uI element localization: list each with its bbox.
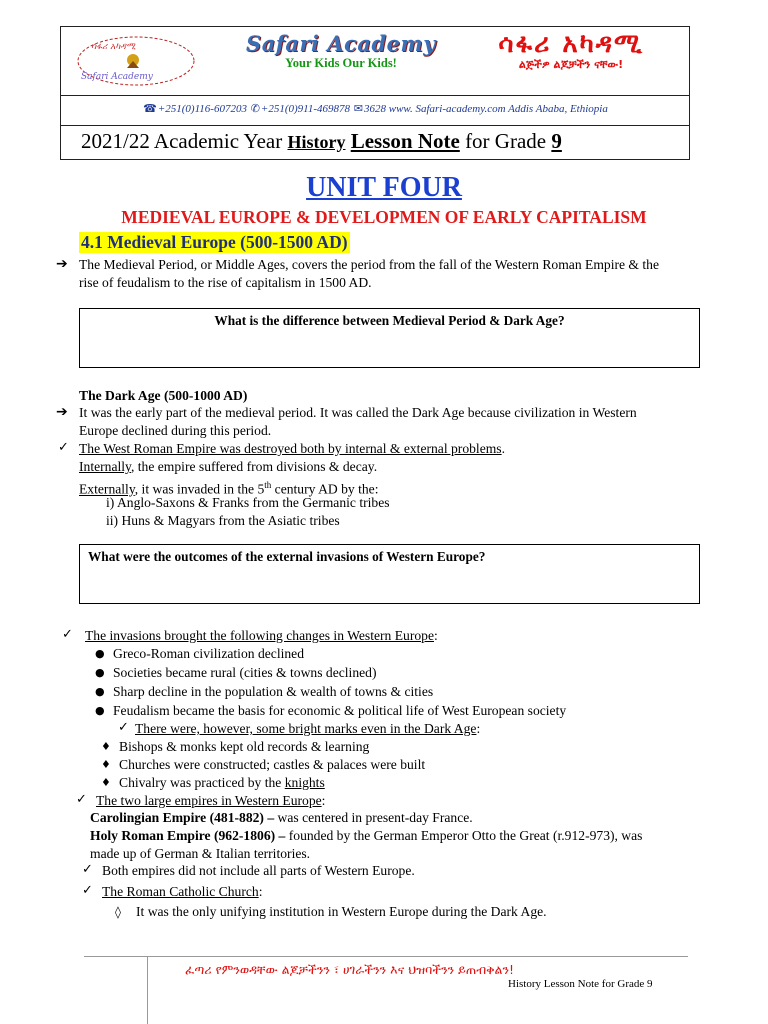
question-1: What is the difference between Medieval Period & Dark Age? — [214, 313, 565, 328]
grade-value: 9 — [551, 129, 562, 153]
bullet-icon: ● — [95, 704, 105, 717]
bright-marks-heading: There were, however, some bright marks even in the Dark Age: — [135, 721, 481, 736]
diamond-bullet-icon: ♦ — [101, 776, 111, 789]
invasion-item-4: Feudalism became the basis for economic & political life of West European society — [113, 703, 567, 718]
academic-year-line — [81, 129, 562, 154]
brand-tagline: Your Kids Our Kids! — [285, 56, 397, 70]
footer-vertical-divider — [147, 956, 148, 1024]
phone-1: +251(0)116-607203 — [157, 103, 247, 115]
tribe-1: i) Anglo-Saxons & Franks from the Germanic tribes — [106, 495, 390, 510]
brand-name: Safari Academy — [246, 31, 436, 56]
arrow-bullet-icon: ➔ — [56, 404, 68, 420]
unit-title: UNIT FOUR — [306, 172, 462, 203]
bright-item-2: Churches were constructed; castles & palaces were built — [119, 757, 426, 772]
academic-year-row — [61, 125, 689, 161]
church-heading: The Roman Catholic Church: — [102, 884, 263, 899]
tribe-2: ii) Huns & Magyars from the Asiatic tribes — [106, 513, 340, 528]
grade-label: for Grade — [465, 129, 547, 153]
contact-info — [61, 102, 689, 115]
externally-line: Externally, it was invaded in the 5th century AD by the: — [79, 480, 379, 497]
mobile-icon: ✆ — [250, 103, 260, 115]
dark-age-line-1: It was the early part of the medieval period. It was called the Dark Age because civilization in Western — [79, 405, 637, 420]
bright-item-1: Bishops & monks kept old records & learning — [119, 739, 370, 754]
invasion-item-2: Societies became rural (cities & towns declined) — [113, 665, 377, 680]
bright-item-3: Chivalry was practiced by the knights — [119, 775, 325, 790]
church-item: It was the only unifying institution in Western Europe during the Dark Age. — [136, 904, 547, 919]
phone-2: +251(0)911-469878 — [260, 103, 351, 115]
letterhead — [60, 26, 690, 160]
holy-roman-line-2: made up of German & Italian territories. — [90, 846, 311, 861]
unit-subtitle: MEDIEVAL EUROPE & DEVELOPMEN OF EARLY CAPITALISM — [121, 207, 647, 227]
arrow-bullet-icon: ➔ — [56, 256, 68, 272]
phone-icon: ☎ — [143, 103, 157, 115]
bullet-icon: ● — [95, 666, 105, 679]
checkmark-icon: ✓ — [58, 440, 69, 455]
brand-tagline-amharic: ልጅችዎ ልጆቻችን ናቸው! — [518, 58, 624, 71]
checkmark-icon: ✓ — [82, 862, 93, 877]
invasions-heading: The invasions brought the following changes in Western Europe: — [85, 628, 438, 643]
bullet-icon: ● — [95, 685, 105, 698]
pobox: 3628 — [364, 103, 386, 115]
brand-block — [221, 31, 461, 71]
footer-page-note: History Lesson Note for Grade 9 — [508, 978, 653, 990]
bullet-icon: ● — [95, 647, 105, 660]
checkmark-icon: ✓ — [76, 792, 87, 807]
internally-line: Internally, the empire suffered from divisions & decay. — [79, 459, 378, 474]
question-box-2 — [79, 544, 700, 604]
brand-block-amharic — [456, 29, 686, 72]
question-2: What were the outcomes of the external invasions of Western Europe? — [88, 549, 486, 564]
dark-age-heading: The Dark Age (500-1000 AD) — [79, 388, 248, 403]
diamond-bullet-icon: ♦ — [101, 740, 111, 753]
empires-note: Both empires did not include all parts of Western Europe. — [102, 863, 415, 878]
mailbox-icon: ✉ — [353, 103, 363, 115]
empires-heading: The two large empires in Western Europe: — [96, 793, 326, 808]
subject-label: History — [287, 132, 346, 152]
checkmark-icon: ✓ — [82, 883, 93, 898]
website-link[interactable]: www. Safari-academy.com — [388, 103, 506, 115]
footer-amharic-blessing: ፈጣሪ የምንወዳቸው ልጆቻችንን ፣ ሀገራችንን እና ህዝባችንን ይጠብቅልን! — [185, 962, 515, 977]
checkmark-icon: ✓ — [118, 720, 129, 735]
footer-divider — [84, 956, 688, 957]
destroyed-line: The West Roman Empire was destroyed both by internal & external problems. — [79, 441, 506, 456]
hollow-diamond-icon: ◊ — [115, 905, 121, 919]
diamond-bullet-icon: ♦ — [101, 758, 111, 771]
location: Addis Ababa, Ethiopia — [508, 103, 608, 115]
section-heading: 4.1 Medieval Europe (500-1500 AD) — [81, 232, 348, 252]
intro-line-1: The Medieval Period, or Middle Ages, covers the period from the fall of the Western Roman Empire & the — [79, 257, 660, 272]
note-label: Lesson Note — [350, 129, 460, 153]
svg-text:Safari Academy: Safari Academy — [81, 72, 153, 82]
holy-roman-line: Holy Roman Empire (962-1806) – founded by the German Emperor Otto the Great (r.912-973), was — [90, 828, 643, 843]
checkmark-icon: ✓ — [62, 627, 73, 642]
brand-name-amharic: ሳፋሪ አካዳሚ — [498, 29, 644, 59]
invasion-item-1: Greco-Roman civilization declined — [113, 646, 304, 661]
contact-row — [61, 95, 689, 126]
letterhead-brand-row — [61, 27, 689, 96]
question-box-1 — [79, 308, 700, 368]
year-prefix: 2021/22 Academic Year — [81, 129, 283, 153]
safari-academy-logo — [71, 33, 201, 89]
dark-age-line-2: Europe declined during this period. — [79, 423, 272, 438]
invasion-item-3: Sharp decline in the population & wealth of towns & cities — [113, 684, 434, 699]
intro-line-2: rise of feudalism to the rise of capitalism in 1500 AD. — [79, 275, 372, 290]
carolingian-line: Carolingian Empire (481-882) – was centered in present-day France. — [90, 810, 473, 825]
svg-text:ሳፋሪ አካዳሚ: ሳፋሪ አካዳሚ — [91, 42, 136, 52]
